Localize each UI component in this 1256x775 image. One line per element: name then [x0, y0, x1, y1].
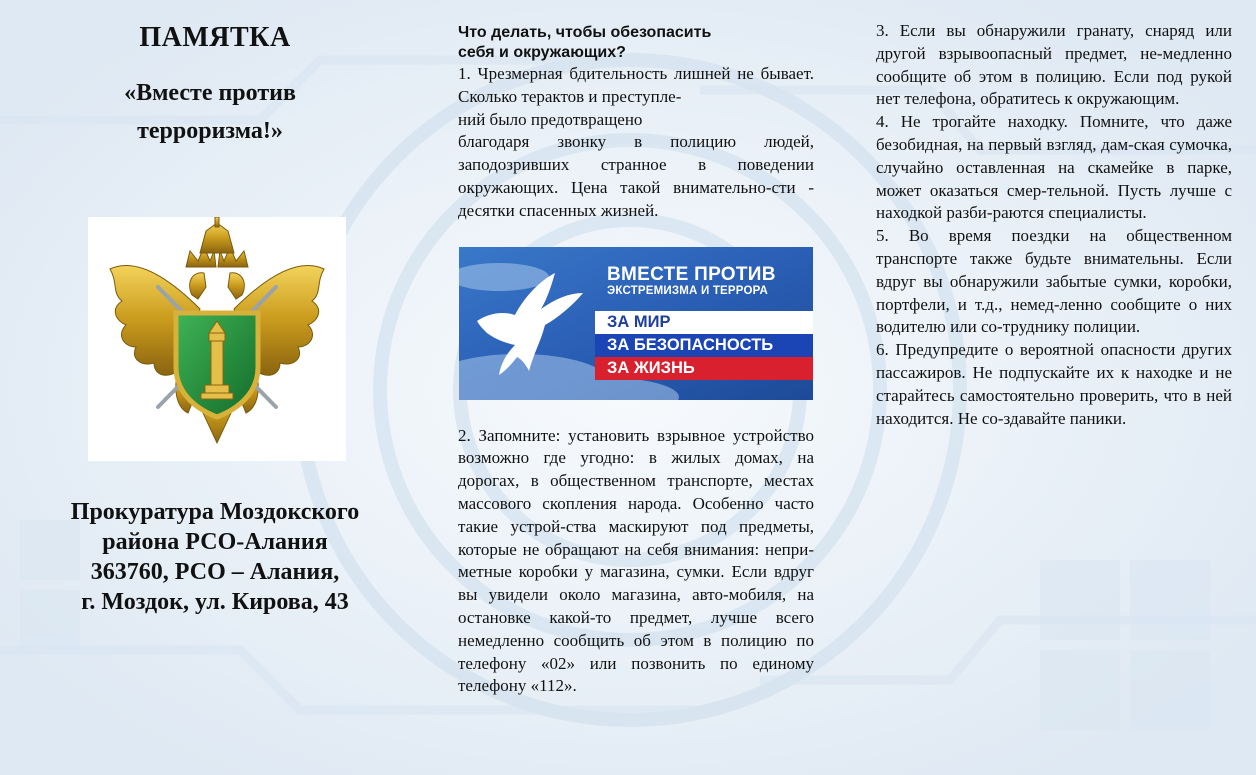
- memo-subtitle: [30, 74, 390, 150]
- right-panel: [876, 0, 1232, 430]
- banner-title: ВМЕСТЕ ПРОТИВ: [607, 263, 776, 285]
- org-line: района РСО-Алания: [102, 529, 328, 555]
- paragraph-2: 2. Запомните: установить взрывное устройство возможно где угодно: в жилых домах, на дорогах, в общественном транспорте, местах массового скопления народа. Особенно часто такие устрой-ства маскируют под предметы, которые не обращают на себя внимания: непри-метные коробки у магазина, сумки. Если вдруг вы увидели около магазина, авто-мобиля, на остановке какой-то предмет, лучше всего немедленно сообщить об этом в полицию по телефону «02» или позвонить по единому телефону «112».: [458, 425, 814, 696]
- memo-subtitle-line: терроризма!»: [137, 118, 283, 144]
- organization-address: [30, 497, 400, 617]
- paragraph-1-part: 1. Чрезмерная бдительность лишней не бывает. Сколько терактов и преступле-: [458, 64, 814, 106]
- paragraph-1-part: благодаря звонку в полицию людей, заподозривших странное в поведении окружающих. Цена такой внимательно-сти - десятки спасенных жизней.: [458, 132, 814, 220]
- paragraph-3: 3. Если вы обнаружили гранату, снаряд или другой взрывоопасный предмет, не-медленно сообщите об этом в полицию. Если под рукой нет телефона, обратитесь к окружающим.: [876, 21, 1232, 109]
- anti-terror-banner: [459, 247, 813, 400]
- paragraph-5: 5. Во время поездки на общественном транспорте также будьте внимательны. Если вдруг вы обнаружили забытые сумки, коробки, портфели, и т.д., немед-ленно сообщите о них водителю или со-труднику полиции.: [876, 226, 1232, 337]
- heading-line: себя и окружающих?: [458, 44, 626, 61]
- prosecutor-emblem: [88, 217, 346, 461]
- banner-subtitle: ЭКСТРЕМИЗМА И ТЕРРОРА: [607, 284, 769, 297]
- paragraph-6: 6. Предупредите о вероятной опасности других пассажиров. Не подпускайте их к находке и не старайтесь самостоятельно проверить, что в ней находится. Не со-здавайте паники.: [876, 340, 1232, 428]
- eagle-emblem-icon: [88, 217, 346, 461]
- heading-line: Что делать, чтобы обезопасить: [458, 24, 712, 41]
- banner-stripe-red: ЗА ЖИЗНЬ: [595, 357, 813, 380]
- org-line: Прокуратура Моздокского: [70, 499, 360, 525]
- org-line: г. Моздок, ул. Кирова, 43: [81, 589, 349, 615]
- paragraph-4: 4. Не трогайте находку. Помните, что даже безобидная, на первый взгляд, дам-ская сумочка, случайно оставленная на скамейке в парке, может оказаться смер-тельной. Пусть лучше с находкой разби-раются специалисты.: [876, 112, 1232, 223]
- paragraph-1: [458, 63, 814, 223]
- memo-subtitle-line: «Вместе против: [124, 80, 296, 106]
- memo-title: ПАМЯТКА: [139, 22, 291, 53]
- paragraph-1-part: ний было предотвращено: [458, 109, 643, 129]
- banner-stripe-white: ЗА МИР: [595, 311, 813, 334]
- safety-heading: [458, 23, 814, 63]
- banner-stripe-blue: ЗА БЕЗОПАСНОСТЬ: [595, 334, 813, 357]
- org-line: 363760, РСО – Алания,: [90, 559, 340, 585]
- middle-panel: [458, 0, 814, 698]
